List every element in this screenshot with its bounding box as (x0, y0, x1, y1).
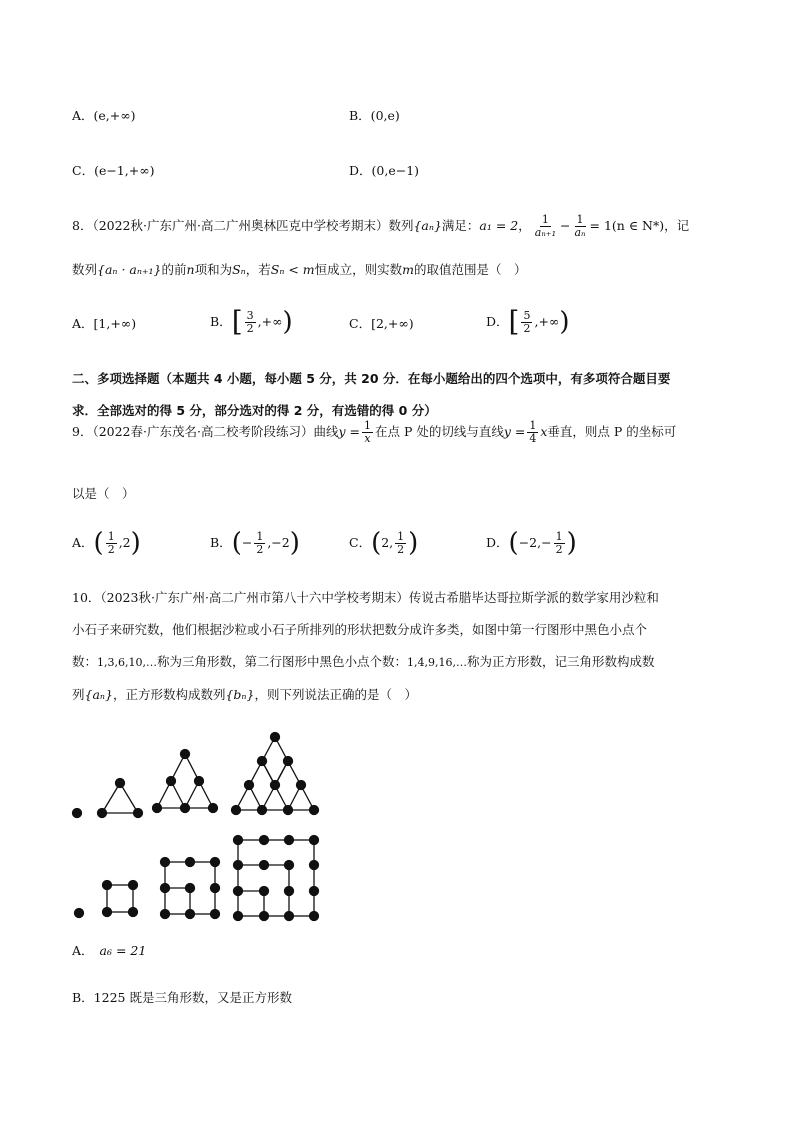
q9-stem-line1: 9．（2022春·广东茂名·高二校考阶段练习）曲线 y = $\frac{1}{x}$ 在点 P 处的切线与直线 y = $\frac{1}{4}$ x 垂直，则点 P 的坐标可 (72, 419, 677, 445)
q8-eq: = 1(n ∈ N*) (589, 217, 665, 233)
triangular-3 (98, 779, 143, 818)
q9-option-c: C． ( 2, $\frac{1}{2}$ ) (349, 528, 419, 558)
q10-option-b: B．1225 既是三角形数，又是正方形数 (72, 990, 292, 1005)
q10-stem-line3: 数：1,3,6,10,…称为三角形数，第二行图形中黑色小点个数：1,4,9,16,…称为正方形数，记三角形数构成数 (72, 654, 655, 669)
q8-mid: 满足： (441, 217, 480, 233)
q7-option-a: A．(e,+∞) (72, 108, 136, 123)
q8-seq: {aₙ} (413, 217, 442, 233)
triangular-10 (232, 733, 319, 815)
q9-option-a: A． ( $\frac{1}{2}$ ,2 ) (72, 528, 141, 558)
q8-frac2: $\frac{1}{\text{aₙ}}$ (574, 213, 586, 239)
q8-option-d: D． [ $\frac{5}{2}$ ,+∞ ) (486, 305, 570, 338)
q10-stem-line1: 10．（2023秋·广东广州·高二广州市第八十六中学校考期末）传说古希腊毕达哥拉斯学派的数学家用沙粒和 (72, 590, 659, 605)
q10-triangular-seq: 1,3,6,10,… (97, 656, 157, 669)
q10-stem-line2: 小石子来研究数，他们根据沙粒或小石子所排列的形状把数分成许多类，如图中第一行图形中黑色小点个 (72, 622, 648, 637)
q8-prefix: 8．（2022秋·广东广州·高二广州奥林匹克中学校考期末）数列 (72, 217, 414, 233)
q8-comma: ， (518, 217, 531, 233)
q8-minus: − (560, 217, 571, 233)
q8-product-seq: {aₙ · aₙ₊₁} (97, 262, 162, 277)
q9-option-d: D． ( −2,− $\frac{1}{2}$ ) (486, 528, 577, 558)
q8-stem-line1 (72, 214, 689, 238)
q10-option-a: A． a₆ = 21 (72, 943, 147, 958)
q7-option-d: D．(0,e−1) (349, 163, 420, 178)
q10-stem-line4: 列{aₙ}，正方形数构成数列{bₙ}，则下列说法正确的是（ ） (72, 687, 417, 702)
q10-square-seq: 1,4,9,16,… (407, 656, 467, 669)
q10-a6-expr: a₆ = 21 (99, 943, 147, 958)
q8-stem-line2: 数列{aₙ · aₙ₊₁}的前n项和为Sₙ，若Sₙ < m恒成立，则实数m的取值范围是（ ） (72, 262, 527, 277)
section-heading-line2: 求．全部选对的得 5 分，部分选对的得 2 分，有选错的得 0 分） (72, 403, 437, 418)
q8-option-a: A．[1,+∞) (72, 316, 137, 331)
q8-option-b: B． [ $\frac{3}{2}$ ,+∞ ) (210, 305, 293, 338)
q9-frac-1-over-x: $\frac{1}{x}$ (363, 419, 371, 445)
triangular-1-dot (73, 809, 82, 818)
q9-stem-line2: 以是（ ） (72, 486, 135, 501)
square-1-dot (75, 909, 84, 918)
q8-a1: a₁ = 2 (479, 217, 519, 233)
triangular-6 (153, 750, 218, 813)
q9-option-b: B． ( − $\frac{1}{2}$ ,−2 ) (210, 528, 300, 558)
square-4 (103, 881, 138, 917)
q8-inequality: Sₙ < m (270, 262, 315, 277)
q7-option-c: C．(e−1,+∞) (72, 163, 155, 178)
q7-option-b: B．(0,e) (349, 108, 400, 123)
square-16 (234, 836, 319, 921)
q8-tail: ，记 (664, 217, 690, 233)
q8-option-c: C．[2,+∞) (349, 316, 414, 331)
section-heading-line1: 二、多项选择题（本题共 4 小题，每小题 5 分，共 20 分．在每小题给出的四个选项中，有多项符合题目要 (72, 371, 671, 386)
q9-frac-1-over-4: $\frac{1}{4}$ (529, 419, 537, 445)
q8-frac1: $\frac{1}{\text{aₙ₊₁}}$ (534, 213, 557, 239)
square-9 (161, 858, 220, 919)
